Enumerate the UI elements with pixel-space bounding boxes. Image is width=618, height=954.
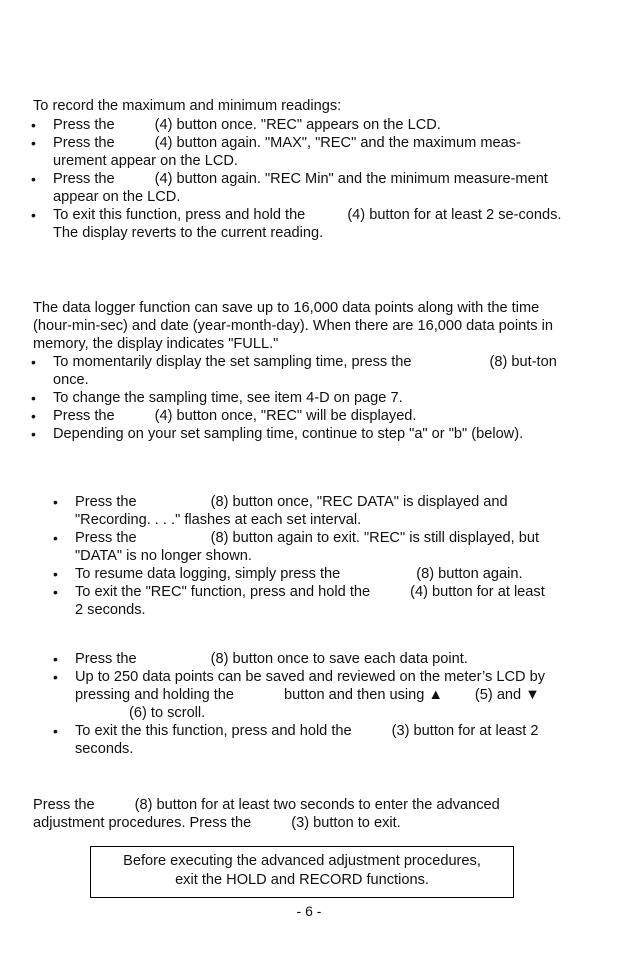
notice-line-1: Before executing the advanced adjustment procedures, [123,853,481,869]
list-item: • Press the (4) button once, "REC" will be displayed. [53,407,573,425]
logger-section [33,299,573,443]
list-item: • Press the (4) button again. "REC Min" and the minimum measure-ment appear on the LCD. [53,170,573,206]
page-number: - 6 - [296,903,322,919]
list-item: • To exit this function, press and hold the (4) button for at least 2 se-conds. The display reverts to the current reading. [53,206,573,242]
logger-list [33,353,573,443]
list-item: • Depending on your set sampling time, continue to step "a" or "b" (below). [53,425,573,443]
list-item: • Press the (4) button once. "REC" appears on the LCD. [53,116,573,134]
notice-box [90,846,514,898]
list-item: • To change the sampling time, see item 4-D on page 7. [53,389,573,407]
step-a-list [55,493,555,619]
list-item: • Up to 250 data points can be saved and reviewed on the meter’s LCD by pressing and holding the button and then using ▲ (5) and ▼(6) to scroll. [75,668,565,722]
step-a-section [55,493,555,619]
list-item: • Press the (4) button again. "MAX", "REC" and the maximum meas-urement appear on the LCD. [53,134,573,170]
list-item: • Press the (8) button once, "REC DATA" is displayed and "Recording. . . ." flashes at each set interval. [75,493,555,529]
record-section [33,97,573,242]
advanced-section [33,796,573,832]
list-item: • To exit the "REC" function, press and hold the (4) button for at least 2 seconds. [75,583,555,619]
list-item: • Press the (8) button once to save each data point. [75,650,565,668]
list-item: • Press the (8) button again to exit. "REC" is still displayed, but "DATA" is no longer shown. [75,529,555,565]
advanced-text: Press the (8) button for at least two seconds to enter the advanced adjustment procedures. Press the (3) button to exit. [33,797,500,831]
notice-line-2: exit the HOLD and RECORD functions. [175,872,429,888]
logger-intro: The data logger function can save up to 16,000 data points along with the time (hour-min-sec) and date (year-month-day). When there are 16,000 data points in memory, the display indicates "FULL." [33,300,553,352]
list-item: • To exit the this function, press and hold the (3) button for at least 2 seconds. [75,722,565,758]
record-list [33,116,573,242]
record-intro: To record the maximum and minimum readings: [33,98,342,114]
step-b-section [55,650,565,758]
list-item: • To momentarily display the set sampling time, press the (8) but-ton once. [53,353,573,389]
step-b-list [55,650,565,758]
list-item: • To resume data logging, simply press the (8) button again. [75,565,555,583]
